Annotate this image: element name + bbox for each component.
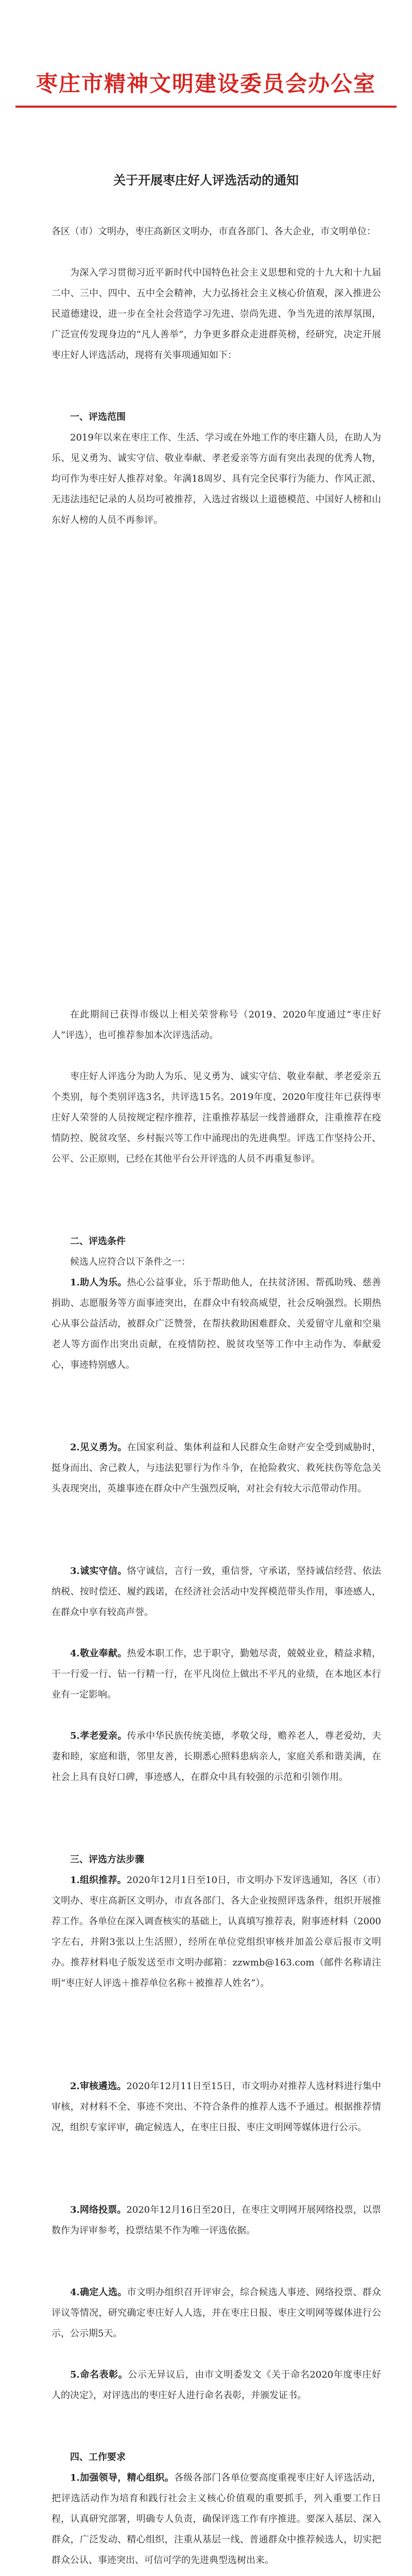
step-item-text: 市文明办组织召开评审会，综合候选人事迹、网络投票、群众评议等情况，研究确定枣庄好人人选，并在枣庄日报、枣庄文明网等媒体进行公示，公示期5天。 — [52, 2287, 382, 2339]
section-heading-scope: 一、评选范围 — [70, 412, 126, 422]
notice-title: 关于开展枣庄好人评选活动的通知 — [113, 173, 299, 188]
criteria-item-lead: 4.敬业奉献。 — [70, 1648, 127, 1659]
criteria-item-lead: 5.孝老爱亲。 — [70, 1731, 127, 1741]
step-item — [52, 2365, 381, 2406]
step-item — [52, 2076, 381, 2138]
step-item-lead: 2.审核遴选。 — [70, 2081, 127, 2092]
step-item-lead: 3.网络投票。 — [70, 2205, 127, 2215]
salutation: 各区（市）文明办，枣庄高新区文明办，市直各部门、各大企业，市文明单位： — [52, 226, 376, 237]
requirement-item-lead: 1.加强领导，精心组织。 — [70, 2472, 174, 2483]
criteria-item-text: 热心公益事业，乐于帮助他人，在扶贫济困、帮孤助残、慈善捐助、志愿服务等方面事迹突出，在群众中有较高威望，社会反响强烈。长期热心从事公益活动，被群众广泛赞誉，在帮扶救助困难群众、关爱留守儿童和空巢老人等方面作出突出贡献，在疫情防控、脱贫攻坚等工作中主动作为、奉献爱心，事迹特别感人。 — [52, 1277, 382, 1370]
criteria-item — [52, 1273, 381, 1376]
criteria-item-text: 在国家利益、集体利益和人民群众生命财产安全受到威胁时，挺身而出、舍己救人，与违法犯罪行为作斗争，在抢险救灾、救死扶伤等危急关头表现突出，英雄事迹在群众中产生强烈反响，对社会有较大示范带动作用。 — [52, 1442, 382, 1494]
criteria-intro: 候选人应符合以下条件之一： — [70, 1257, 191, 1267]
criteria-item-lead: 1.助人为乐。 — [70, 1277, 127, 1288]
step-item-text: 2020年12月16日至20日，在枣庄文明网开展网络投票，以票数作为评审参考，投票结果不作为唯一评选依据。 — [52, 2205, 381, 2236]
criteria-item-text: 恪守诚信，言行一致，重信誉，守承诺，坚持诚信经营、依法纳税、按时偿还、履约践诺，在经济社会活动中发挥模范带头作用，事迹感人，在群众中享有较高声誉。 — [52, 1566, 382, 1618]
step-item-lead: 4.确定人选。 — [70, 2287, 127, 2298]
step-item — [52, 2282, 381, 2344]
scope-paragraph: 2019年以来在枣庄工作、生活、学习或在外地工作的枣庄籍人员，在助人为乐、见义勇为、诚实守信、敬业奉献、孝老爱亲等方面有突出表现的优秀人物，均可作为枣庄好人推荐对象。年满18周岁、具有完全民事行为能力、作风正派、无违法违纪记录的人员均可被推荐，入选过省级以上道德模范、中国好人榜和山东好人榜的人员不再参评。 — [52, 432, 381, 526]
step-item-text: 公示无异议后，由市文明委发文《关于命名2020年度枣庄好人的决定》，对评选出的枣庄好人进行命名表彰，并颁发证书。 — [52, 2369, 381, 2401]
section-heading-requirements: 四、工作要求 — [70, 2452, 126, 2463]
intro-paragraph: 为深入学习贯彻习近平新时代中国特色社会主义思想和党的十九大和十九届二中、三中、四中、五中全会精神，大力弘扬社会主义核心价值观，深入推进公民道德建设，进一步在全社会营造学习先进、崇尚先进、争当先进的浓厚氛围，广泛宣传发现身边的“凡人善举”，力争更多群众走进群英榜，经研究，决定开展枣庄好人评选活动，现将有关事项通知如下： — [52, 267, 381, 361]
step-item-lead: 5.命名表彰。 — [70, 2369, 128, 2380]
criteria-item-text: 热爱本职工作，忠于职守，勤勉尽责，兢兢业业，精益求精，干一行爱一行、钻一行精一行，在平凡岗位上做出不平凡的业绩，在本地区本行业有一定影响。 — [52, 1648, 382, 1700]
step-item — [52, 1870, 381, 1994]
criteria-item-lead: 2.见义勇为。 — [70, 1442, 127, 1453]
criteria-item-lead: 3.诚实守信。 — [70, 1566, 127, 1577]
criteria-item — [52, 1643, 381, 1705]
criteria-item — [52, 1437, 381, 1499]
step-item — [52, 2200, 381, 2241]
red-divider-rule — [15, 106, 397, 108]
step-item-lead: 1.组织推荐。 — [70, 1875, 127, 1886]
criteria-item — [52, 1726, 381, 1788]
step-item-text: 2020年12月11日至15日，市文明办对推荐人选材料进行集中审核，对材料不全、事迹不突出、不符合条件的推荐人选不予通过。根据推荐情况，组织专家评审，确定候选人，在枣庄日报、枣庄文明网等媒体进行公示。 — [52, 2081, 381, 2133]
criteria-item — [52, 1561, 381, 1623]
section-heading-criteria: 二、评选条件 — [70, 1236, 126, 1247]
requirement-item-text: 各级各部门各单位要高度重视枣庄好人评选活动，把评选活动作为培育和践行社会主义核心价值观的重要抓手，列入重要工作日程，认真研究部署，明确专人负责，确保评选工作有序推进。要深入基层、深入群众，广泛发动、精心组织，注重从基层一线、普通群众中推荐候选人，切实把群众公认、事迹突出、可信可学的先进典型选树出来。 — [52, 2472, 382, 2566]
requirement-item — [52, 2468, 381, 2571]
criteria-item-text: 传承中华民族传统美德，孝敬父母，赡养老人，尊老爱幼，夫妻和睦，家庭和谐，邻里友善，长期悉心照料患病亲人，家庭关系和谐美满，在社会上具有良好口碑，事迹感人，在群众中具有较强的示范和引领作用。 — [52, 1731, 382, 1783]
section-heading-steps: 三、评选方法步骤 — [70, 1854, 144, 1865]
scope-note: 在此期间已获得市级以上相关荣誉称号（2019、2020年度通过“枣庄好人”评选），也可推荐参加本次评选活动。 — [52, 1009, 381, 1041]
category-paragraph: 枣庄好人评选分为助人为乐、见义勇为、诚实守信、敬业奉献、孝老爱亲五个类别，每个类别评选3名，共评选15名。2019年度、2020年度往年已获得枣庄好人荣誉的人员按规定程序推荐，注重推荐基层一线普通群众，注重推荐在疫情防控、脱贫攻坚、乡村振兴等工作中涌现出的先进典型。评选工作坚持公开、公平、公正原则，已经在其他平台公开评选的人员不再重复参评。 — [52, 1071, 381, 1164]
org-masthead: 枣庄市精神文明建设委员会办公室 — [36, 71, 376, 96]
step-item-text: 2020年12月1日至10日，市文明办下发评选通知，各区（市）文明办、枣庄高新区文明办，市直各部门、各大企业按照评选条件，组织开展推荐工作。各单位在深入调查核实的基础上，认真填写推荐表，附事迹材料（2000字左右，并附3张以上生活照），经所在单位党组织审核并加盖公章后报市文明办。推荐材料电子版发送至市文明办邮箱：zzwmb@163.com（邮件名称请注明“枣庄好人评选＋推荐单位名称＋被推荐人姓名”）。 — [52, 1875, 381, 1989]
